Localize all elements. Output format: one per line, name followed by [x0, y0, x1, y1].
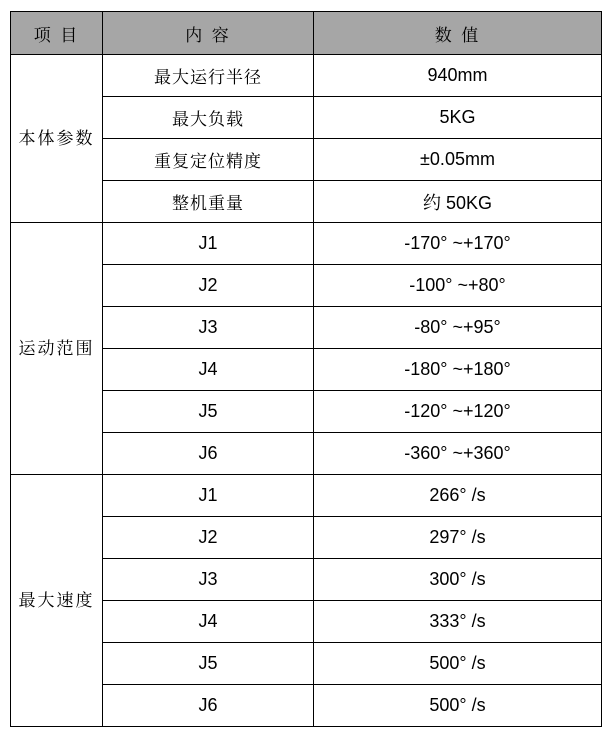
row-value: -100° ~+80°	[314, 265, 602, 307]
row-value: 940mm	[314, 55, 602, 97]
header-item: 项 目	[11, 12, 103, 55]
row-content: J6	[103, 685, 314, 727]
header-value: 数 值	[314, 12, 602, 55]
row-content: J4	[103, 601, 314, 643]
table-row	[11, 223, 602, 265]
row-content: J1	[103, 475, 314, 517]
row-value: 约 50KG	[314, 181, 602, 223]
row-value: 500° /s	[314, 685, 602, 727]
row-value: -120° ~+120°	[314, 391, 602, 433]
row-value: -170° ~+170°	[314, 223, 602, 265]
row-content: J4	[103, 349, 314, 391]
row-content: J5	[103, 391, 314, 433]
row-content: J2	[103, 517, 314, 559]
table-row	[11, 55, 602, 97]
row-value: 500° /s	[314, 643, 602, 685]
row-value: -80° ~+95°	[314, 307, 602, 349]
header-row	[11, 12, 602, 55]
row-value: -180° ~+180°	[314, 349, 602, 391]
row-content: 最大负载	[103, 97, 314, 139]
row-value: 300° /s	[314, 559, 602, 601]
group-label-body-params: 本体参数	[11, 55, 103, 223]
row-value: -360° ~+360°	[314, 433, 602, 475]
table-row	[11, 475, 602, 517]
row-content: J6	[103, 433, 314, 475]
group-label-motion-range: 运动范围	[11, 223, 103, 475]
row-content: 重复定位精度	[103, 139, 314, 181]
row-value: 266° /s	[314, 475, 602, 517]
row-value: 297° /s	[314, 517, 602, 559]
row-value: 5KG	[314, 97, 602, 139]
row-content: 最大运行半径	[103, 55, 314, 97]
row-value: ±0.05mm	[314, 139, 602, 181]
row-content: J2	[103, 265, 314, 307]
row-content: J5	[103, 643, 314, 685]
row-content: J3	[103, 559, 314, 601]
row-content: J3	[103, 307, 314, 349]
robot-spec-table	[10, 11, 602, 727]
row-content: 整机重量	[103, 181, 314, 223]
group-label-max-speed: 最大速度	[11, 475, 103, 727]
row-content: J1	[103, 223, 314, 265]
row-value: 333° /s	[314, 601, 602, 643]
header-content: 内 容	[103, 12, 314, 55]
